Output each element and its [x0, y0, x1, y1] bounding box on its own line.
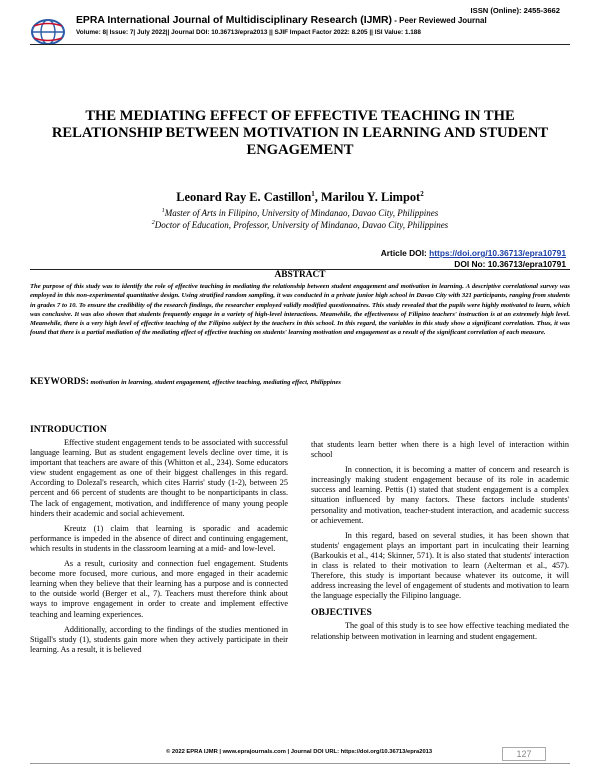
- paragraph: Effective student engagement tends to be associated with successful language learning. But as student engagement levels decline over time, it is important that teachers are aware of this (Whitton et al., 234). Some educators view student engagement as one of their biggest challenges in this regard. According to Dolezal's research, which cites Harris' study (1-2), between 25 percent and 66 percent of students are thought to be nonparticipants in class. The lack of engagement, motivation, and indifference of many young people hinders their academic and social achievement.: [30, 438, 288, 518]
- keywords-label: KEYWORDS:: [30, 377, 89, 387]
- abstract-text: The purpose of this study was to identify the role of effective teaching in mediating the relationship between student engagement and motivation in learning. A descriptive correlational survey was employed in this non-experimental quantitative design. Using stratified random sampling, it was conducted in a private junior high school in Davao City with 321 participants, ranging from students in grades 7 to 10. To ensure the credibility of the research findings, the researcher employed validly modified questionnaires. This study revealed that the pupils were highly motivated to learn, which was conclusive. It was also shown that students frequently engage in a variety of high-level interactions. Meanwhile, the effectiveness of Filipino teachers' instruction is at an extremely high level. Meanwhile, there is a very high level of effective teaching of the Filipino subject by the teachers in this school. In this regard, the variables in this study show a significant correlation. Thus, it was found that there is a partial mediation of the mediating effect of effective teaching on students' learning motivation and engagement as a result of the significant correlation of each measure.: [30, 283, 570, 337]
- aff-1-sup: 1: [161, 208, 165, 214]
- paragraph: As a result, curiosity and connection fuel engagement. Students become more focused, more curious, and more engaged in their academic learning when they believe that their learning has a purpose and is connected to the outside world (Berger et al., 7). Teachers must therefore think about ways to improve engagement in order to create and implement effective teaching and learning experiences.: [30, 559, 288, 619]
- author-separator: ,: [314, 190, 321, 205]
- author-1-sup: 1: [311, 190, 315, 198]
- aff-2-sup: 2: [151, 220, 155, 226]
- doi-number: DOI No: 10.36713/epra10791: [454, 259, 566, 269]
- footer-text: [166, 749, 432, 755]
- abstract-heading: ABSTRACT: [274, 270, 326, 280]
- keywords-text: motivation in learning, student engagement, effective teaching, mediating effect, Philippines: [88, 379, 341, 386]
- paragraph: In connection, it is becoming a matter of concern and research is increasingly making student engagement because of its role in academic success and learning. Pettis (1) stated that student engagement is a complex situation influenced by many factors. These factors include students' personality and motivation, teacher-student interaction, and academic success or achievement.: [311, 465, 569, 525]
- page-footer: [0, 747, 600, 761]
- aff-2-text: Doctor of Education, Professor, University of Mindanao, Davao City, Philippines: [154, 220, 449, 230]
- article-doi: [381, 248, 566, 258]
- affiliation-2: [30, 220, 570, 230]
- author-2-sup: 2: [420, 190, 424, 198]
- keywords-line: [30, 377, 570, 387]
- paragraph: Additionally, according to the findings of the studies mentioned in Stigall's study (1), students gain more when they actively participate in their learning. As a result, it is believed: [30, 624, 288, 654]
- paragraph: that students learn better when there is a high level of interaction within school: [311, 440, 569, 460]
- paragraph: The goal of this study is to see how effective teaching mediated the relationship between motivation in learning and student engagement.: [311, 621, 569, 641]
- intro-heading: INTRODUCTION: [30, 424, 107, 435]
- journal-name: [76, 15, 487, 26]
- peer-reviewed-label: - Peer Reviewed Journal: [392, 16, 487, 25]
- author-1: Leonard Ray E. Castillon: [176, 190, 312, 205]
- footer-divider: [30, 763, 570, 764]
- copyright-symbol: ©: [166, 749, 171, 755]
- header-divider: [30, 44, 570, 45]
- page-number: 127: [502, 747, 546, 761]
- doi-label: Article DOI:: [380, 248, 430, 258]
- right-column: [311, 440, 569, 647]
- journal-title: EPRA International Journal of Multidisciplinary Research (IJMR): [76, 15, 393, 26]
- author-line: [30, 190, 570, 205]
- aff-1-text: Master of Arts in Filipino, University of Mindanao, Davao City, Philippines: [164, 208, 439, 218]
- left-column: [30, 424, 288, 660]
- paragraph: In this regard, based on several studies, it has been shown that students' engagement plays an important part in inculcating their learning (Barkoukis et al., 414; Skinner, 571). It is also stated that students' interaction in class is related to their motivation to learn (Aelterman et al., 457). Therefore, this study is important because whatever its outcome, it will address increasing the level of engagement of students and motivation to learn the language especially the Filipino language.: [311, 530, 569, 601]
- footer-links: 2022 EPRA IJMR | www.eprajournals.com | Journal DOI URL: https://doi.org/10.36713/epra2013: [171, 749, 433, 755]
- epra-globe-logo-icon: [30, 17, 66, 47]
- issn-label: ISSN (Online): 2455-3662: [470, 6, 560, 15]
- article-title: THE MEDIATING EFFECT OF EFFECTIVE TEACHING IN THE RELATIONSHIP BETWEEN MOTIVATION IN LEARNING AND STUDENT ENGAGEMENT: [51, 108, 549, 158]
- volume-info: Volume: 8| Issue: 7| July 2022|| Journal DOI: 10.36713/epra2013 || SJIF Impact Factor 2022: 8.205 || ISI Value: 1.188: [76, 29, 421, 36]
- paragraph: Kreutz (1) claim that learning is sporadic and academic performance is impeded in the absence of direct and continuing engagement, which results in students in the classroom learning at a mid- and low-level.: [30, 523, 288, 553]
- doi-link[interactable]: https://doi.org/10.36713/epra10791: [429, 248, 566, 258]
- affiliation-1: [30, 208, 570, 218]
- objectives-heading: OBJECTIVES: [311, 607, 372, 619]
- author-2: Marilou Y. Limpot: [320, 190, 421, 205]
